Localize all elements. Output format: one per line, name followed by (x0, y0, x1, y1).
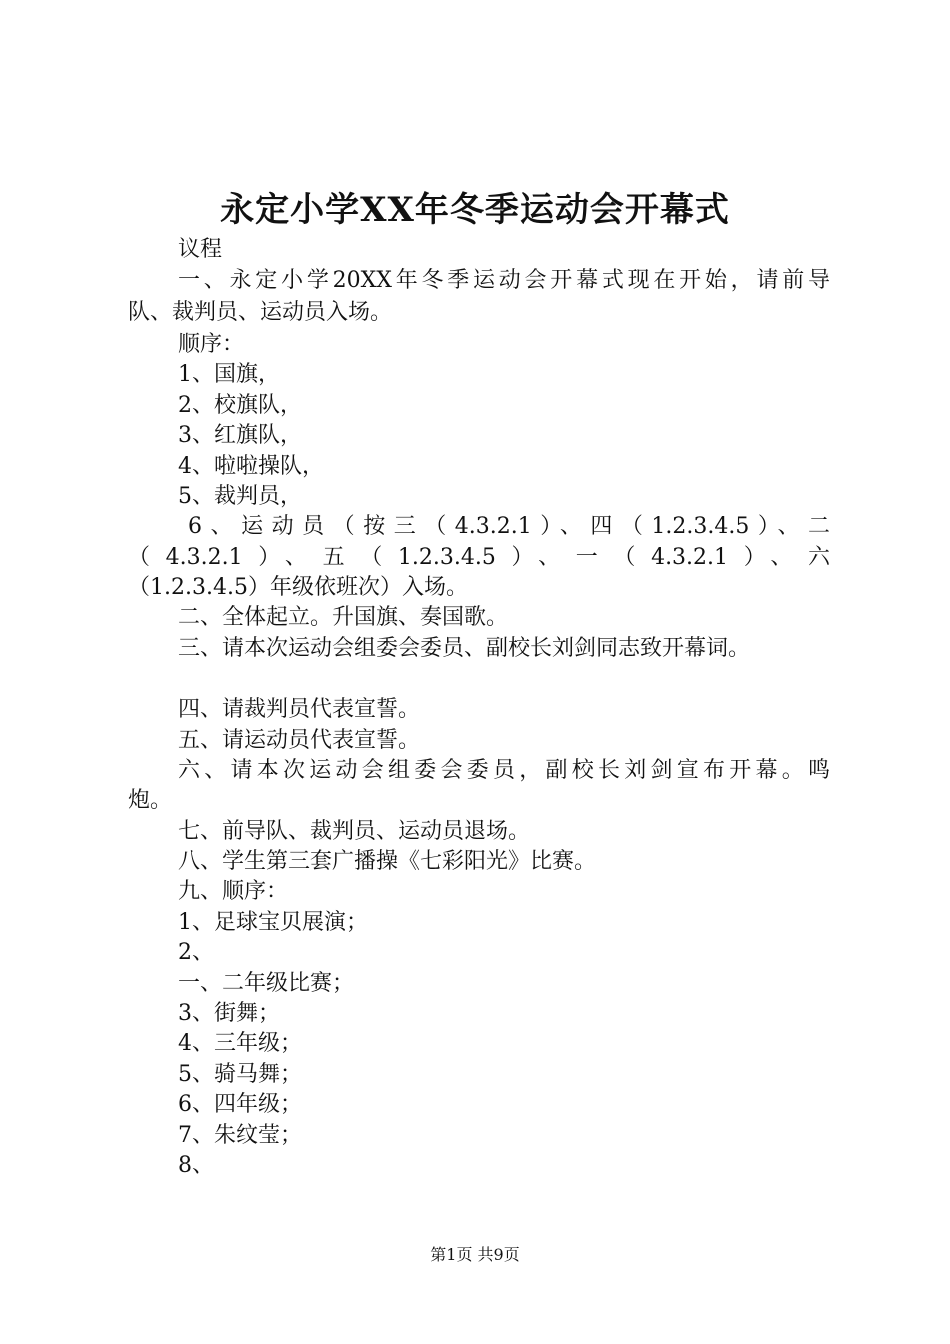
text-line-item-1: 一、永定小学20XX年冬季运动会开幕式现在开始，请前导 (178, 268, 830, 293)
list-item: 8、 (178, 1153, 214, 1178)
list-item: 5、裁判员， (178, 484, 302, 509)
text-line-item-9: 九、顺序： (178, 879, 289, 904)
list-item: 3、红旗队， (178, 423, 302, 448)
text-line-item-6: 六、请本次运动会组委会委员，副校长刘剑宣布开幕。鸣 (178, 758, 830, 783)
list-item: 7、朱纹莹； (178, 1123, 302, 1148)
list-item: 2、 (178, 940, 214, 965)
page-title: 永定小学XX年冬季运动会开幕式 (220, 190, 730, 230)
list-item: 1、足球宝贝展演； (178, 910, 368, 935)
list-item: 6、运动员（按三（4.3.2.1）、四（1.2.3.4.5）、二 (188, 514, 830, 539)
page-number-footer: 第1页 共9页 (430, 1245, 520, 1264)
list-item: 3、街舞； (178, 1001, 280, 1026)
text-line-item-6-cont: 炮。 (128, 788, 173, 813)
list-item: 4、啦啦操队， (178, 454, 324, 479)
text-line-agenda-heading: 议程 (178, 237, 223, 262)
text-line-item-7: 七、前导队、裁判员、运动员退场。 (178, 819, 531, 844)
text-line-item-5: 五、请运动员代表宣誓。 (178, 728, 421, 753)
text-line-item-3: 三、请本次运动会组委会委员、副校长刘剑同志致开幕词。 (178, 636, 751, 661)
list-item: 4、三年级； (178, 1031, 302, 1056)
text-line-item-1-cont: 队、裁判员、运动员入场。 (128, 300, 393, 325)
list-item: 5、骑马舞； (178, 1062, 302, 1087)
text-line-item-8: 八、学生第三套广播操《七彩阳光》比赛。 (178, 849, 597, 874)
list-item-cont: （4.3.2.1）、五（1.2.3.4.5）、一（4.3.2.1）、六 (128, 545, 830, 570)
list-item: 2、校旗队， (178, 393, 302, 418)
text-line-item-2: 二、全体起立。升国旗、奏国歌。 (178, 605, 509, 630)
text-line-item-4: 四、请裁判员代表宣誓。 (178, 697, 421, 722)
list-item: 一、二年级比赛； (178, 971, 355, 996)
list-item: 6、四年级； (178, 1092, 302, 1117)
list-item-cont: （1.2.3.4.5）年级依班次）入场。 (128, 575, 468, 600)
list-item: 1、国旗， (178, 362, 280, 387)
text-line-order-heading: 顺序： (178, 332, 245, 357)
